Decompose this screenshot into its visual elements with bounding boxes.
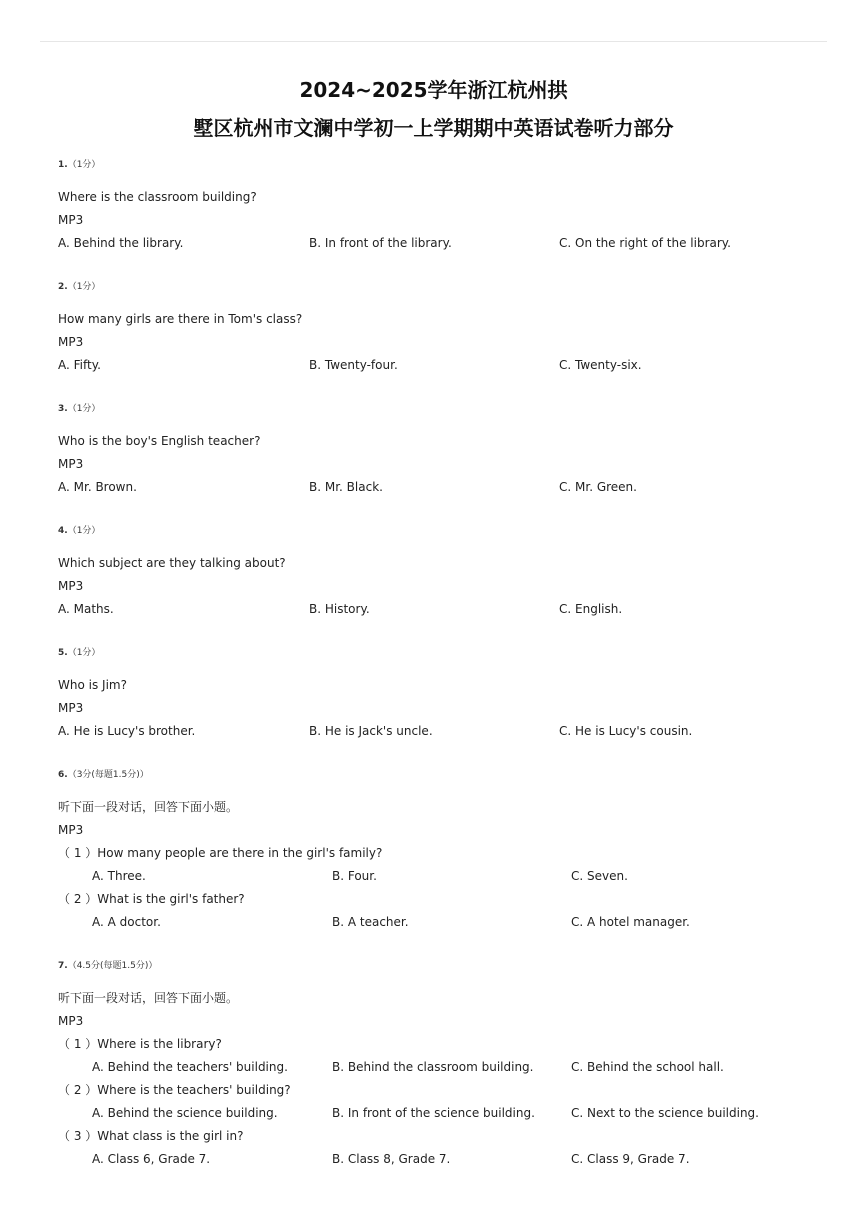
sub-question-label: （ 1 ） xyxy=(58,846,98,860)
option-a[interactable]: A. A doctor. xyxy=(92,915,161,929)
top-divider xyxy=(40,41,827,42)
group-instruction: 听下面一段对话，回答下面小题。 xyxy=(58,800,239,814)
option-row xyxy=(58,1102,818,1125)
question-6 xyxy=(58,768,818,934)
audio-label[interactable]: MP3 xyxy=(58,701,84,715)
option-c[interactable]: C. Mr. Green. xyxy=(559,480,637,494)
sub-question-text: How many people are there in the girl's family? xyxy=(97,846,383,860)
option-row xyxy=(58,354,818,377)
sub-question-label: （ 3 ） xyxy=(58,1129,98,1143)
question-1 xyxy=(58,158,818,255)
question-score: （1分） xyxy=(67,648,101,658)
option-row xyxy=(58,1056,818,1079)
sub-question-text: Where is the teachers' building? xyxy=(97,1083,291,1097)
question-text: How many girls are there in Tom's class? xyxy=(58,312,303,326)
question-header xyxy=(58,402,818,416)
sub-question xyxy=(58,888,818,911)
option-row xyxy=(58,476,818,499)
option-a[interactable]: A. He is Lucy's brother. xyxy=(58,724,196,738)
question-number: 5. xyxy=(58,648,68,658)
sub-question xyxy=(58,1033,818,1056)
option-c[interactable]: C. Twenty-six. xyxy=(559,358,642,372)
option-a[interactable]: A. Three. xyxy=(92,869,146,883)
option-row xyxy=(58,598,818,621)
question-score: （1分） xyxy=(67,526,101,536)
question-number: 3. xyxy=(58,404,68,414)
question-score: （4.5分(每题1.5分)） xyxy=(67,961,158,971)
option-b[interactable]: B. Behind the classroom building. xyxy=(332,1060,534,1074)
question-header xyxy=(58,524,818,538)
option-a[interactable]: A. Mr. Brown. xyxy=(58,480,137,494)
question-header xyxy=(58,280,818,294)
question-number: 4. xyxy=(58,526,68,536)
question-7 xyxy=(58,959,818,1171)
option-c[interactable]: C. English. xyxy=(559,602,623,616)
sub-question-label: （ 1 ） xyxy=(58,1037,98,1051)
sub-question-text: What class is the girl in? xyxy=(97,1129,244,1143)
option-row xyxy=(58,232,818,255)
option-b[interactable]: B. Four. xyxy=(332,869,377,883)
audio-label[interactable]: MP3 xyxy=(58,579,84,593)
question-score: （1分） xyxy=(67,160,101,170)
group-instruction: 听下面一段对话，回答下面小题。 xyxy=(58,991,239,1005)
question-header xyxy=(58,959,818,973)
sub-question xyxy=(58,1125,818,1148)
option-b[interactable]: B. Mr. Black. xyxy=(309,480,383,494)
question-number: 6. xyxy=(58,770,68,780)
page-title-line-1: 2024~2025学年浙江杭州拱 xyxy=(299,78,568,102)
option-b[interactable]: B. In front of the science building. xyxy=(332,1106,535,1120)
question-number: 1. xyxy=(58,160,68,170)
question-text: Who is Jim? xyxy=(58,678,127,692)
sub-question-text: What is the girl's father? xyxy=(97,892,245,906)
option-c[interactable]: C. Seven. xyxy=(571,869,628,883)
page-title-line-2: 墅区杭州市文澜中学初一上学期期中英语试卷听力部分 xyxy=(193,116,674,140)
question-4 xyxy=(58,524,818,621)
question-score: （3分(每题1.5分)） xyxy=(67,770,149,780)
question-score: （1分） xyxy=(67,282,101,292)
question-header xyxy=(58,646,818,660)
question-text: Who is the boy's English teacher? xyxy=(58,434,261,448)
option-b[interactable]: B. A teacher. xyxy=(332,915,409,929)
question-3 xyxy=(58,402,818,499)
option-c[interactable]: C. He is Lucy's cousin. xyxy=(559,724,693,738)
sub-question xyxy=(58,842,818,865)
option-b[interactable]: B. Twenty-four. xyxy=(309,358,398,372)
sub-question-text: Where is the library? xyxy=(97,1037,222,1051)
question-text: Which subject are they talking about? xyxy=(58,556,286,570)
option-a[interactable]: A. Maths. xyxy=(58,602,114,616)
question-number: 7. xyxy=(58,961,68,971)
option-a[interactable]: A. Behind the teachers' building. xyxy=(92,1060,288,1074)
question-2 xyxy=(58,280,818,377)
audio-label[interactable]: MP3 xyxy=(58,823,84,837)
question-header xyxy=(58,768,818,782)
question-number: 2. xyxy=(58,282,68,292)
option-b[interactable]: B. Class 8, Grade 7. xyxy=(332,1152,451,1166)
question-text: Where is the classroom building? xyxy=(58,190,257,204)
audio-label[interactable]: MP3 xyxy=(58,213,84,227)
option-row xyxy=(58,720,818,743)
option-a[interactable]: A. Fifty. xyxy=(58,358,101,372)
option-row xyxy=(58,1148,818,1171)
option-c[interactable]: C. A hotel manager. xyxy=(571,915,690,929)
option-a[interactable]: A. Behind the library. xyxy=(58,236,184,250)
question-score: （1分） xyxy=(67,404,101,414)
option-row xyxy=(58,865,818,888)
question-header xyxy=(58,158,818,172)
sub-question-label: （ 2 ） xyxy=(58,892,98,906)
option-b[interactable]: B. He is Jack's uncle. xyxy=(309,724,433,738)
option-a[interactable]: A. Behind the science building. xyxy=(92,1106,278,1120)
audio-label[interactable]: MP3 xyxy=(58,335,84,349)
audio-label[interactable]: MP3 xyxy=(58,457,84,471)
question-5 xyxy=(58,646,818,743)
option-c[interactable]: C. On the right of the library. xyxy=(559,236,731,250)
sub-question-label: （ 2 ） xyxy=(58,1083,98,1097)
audio-label[interactable]: MP3 xyxy=(58,1014,84,1028)
option-c[interactable]: C. Next to the science building. xyxy=(571,1106,759,1120)
option-a[interactable]: A. Class 6, Grade 7. xyxy=(92,1152,211,1166)
option-c[interactable]: C. Behind the school hall. xyxy=(571,1060,724,1074)
option-row xyxy=(58,911,818,934)
option-b[interactable]: B. History. xyxy=(309,602,370,616)
option-b[interactable]: B. In front of the library. xyxy=(309,236,452,250)
sub-question xyxy=(58,1079,818,1102)
option-c[interactable]: C. Class 9, Grade 7. xyxy=(571,1152,690,1166)
